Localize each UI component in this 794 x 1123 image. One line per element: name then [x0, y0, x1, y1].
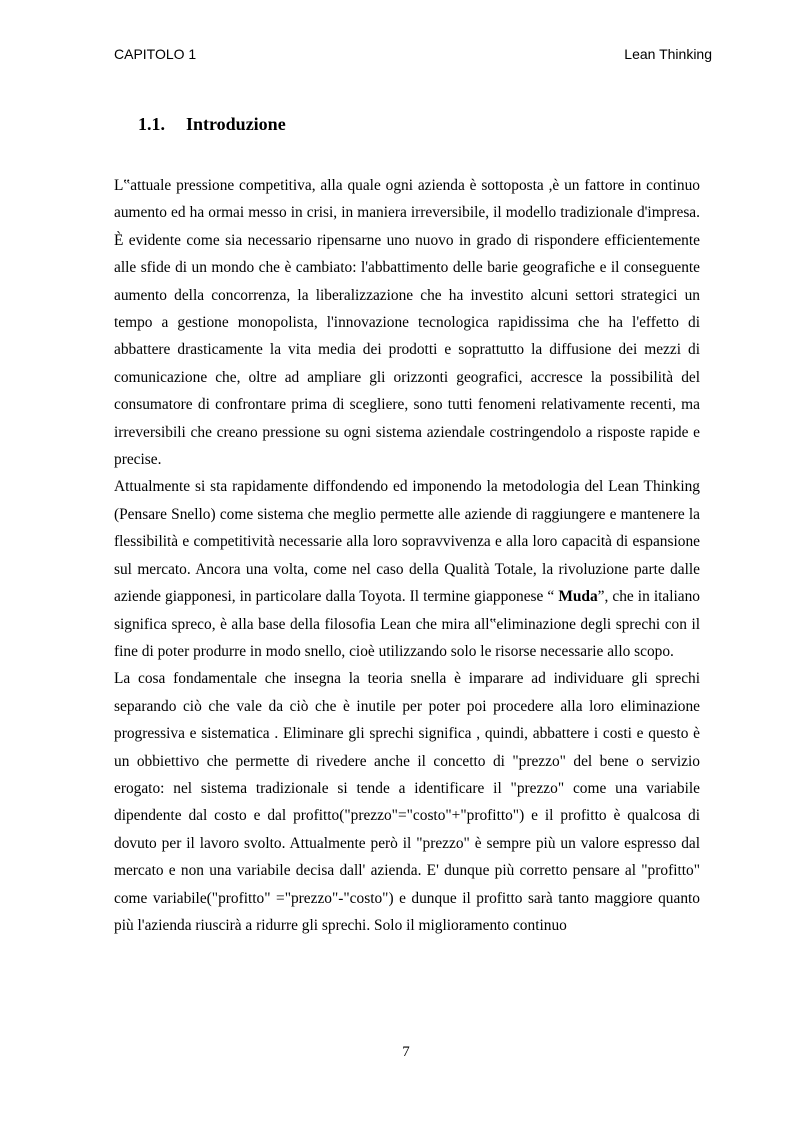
bold-term: Muda: [558, 588, 598, 606]
chapter-label: CAPITOLO 1: [114, 46, 197, 62]
section-heading: [138, 114, 286, 135]
section-number: 1.1.: [138, 114, 165, 134]
paragraph-text: ”, che in italiano significa spreco, è alla base della filosofia Lean che mira all‟eliminazione degli sprechi con il fine di poter produrre in modo snello, cioè utilizzando solo le risorse necessarie allo scopo.: [114, 588, 700, 660]
paragraph: La cosa fondamentale che insegna la teoria snella è imparare ad individuare gli sprechi separando ciò che vale da ciò che è inutile per poter poi procedere alla loro eliminazione progressiva e sistematica . Eliminare gli sprechi significa , quindi, abbattere i costi e questo è un obbiettivo che permette di rivedere anche il concetto di "prezzo" del bene o servizio erogato: nel sistema tradizionale si tende a identificare il "prezzo" come una variabile dipendente dal costo e dal profitto("prezzo"="costo"+"profitto") e il profitto è qualcosa di dovuto per il lavoro svolto. Attualmente però il "prezzo" è sempre più un valore espresso dal mercato e non una variabile decisa dall' azienda. E' dunque più corretto pensare al "profitto" come variabile("profitto" ="prezzo"-"costo") e dunque il profitto sarà tanto maggiore quanto più l'azienda riuscirà a ridurre gli sprechi. Solo il miglioramento continuo: [114, 670, 700, 934]
paragraph: [114, 473, 700, 665]
paragraph: L‟attuale pressione competitiva, alla quale ogni azienda è sottoposta ,è un fattore in continuo aumento ed ha ormai messo in crisi, in maniera irreversibile, il modello tradizionale d'impresa. È evidente come sia necessario ripensarne uno nuovo in grado di rispondere efficientemente alle sfide di un mondo che è cambiato: l'abbattimento delle barie geografiche e il conseguente aumento della concorrenza, la liberalizzazione che ha investito alcuni settori strategici un tempo a gestione monopolista, l'innovazione tecnologica rapidissima che ha l'effetto di abbattere drasticamente la vita media dei prodotti e soprattutto la diffusione dei mezzi di comunicazione che, oltre ad ampliare gli orizzonti geografici, accresce la possibilità del consumatore di confrontare prima di scegliere, sono tutti fenomeni relativamente recenti, ma irreversibili che creano pressione su ogni sistema aziendale costringendolo a risposte rapide e precise.: [114, 177, 700, 469]
running-header: [114, 46, 712, 66]
paragraph-text: Attualmente si sta rapidamente diffondendo ed imponendo la metodologia del Lean Thinking (Pensare Snello) come sistema che meglio permette alle aziende di raggiungere e mantenere la flessibilità e competitività necessarie alla loro sopravvivenza e alla loro capacità di espansione sul mercato. Ancora una volta, come nel caso della Qualità Totale, la rivoluzione parte dalle aziende giapponesi, in particolare dalla Toyota. Il termine giapponese “: [114, 478, 700, 606]
topic-label: Lean Thinking: [624, 46, 712, 62]
page-number: 7: [402, 1044, 410, 1060]
section-title: Introduzione: [186, 114, 286, 134]
body-text: [114, 172, 700, 939]
